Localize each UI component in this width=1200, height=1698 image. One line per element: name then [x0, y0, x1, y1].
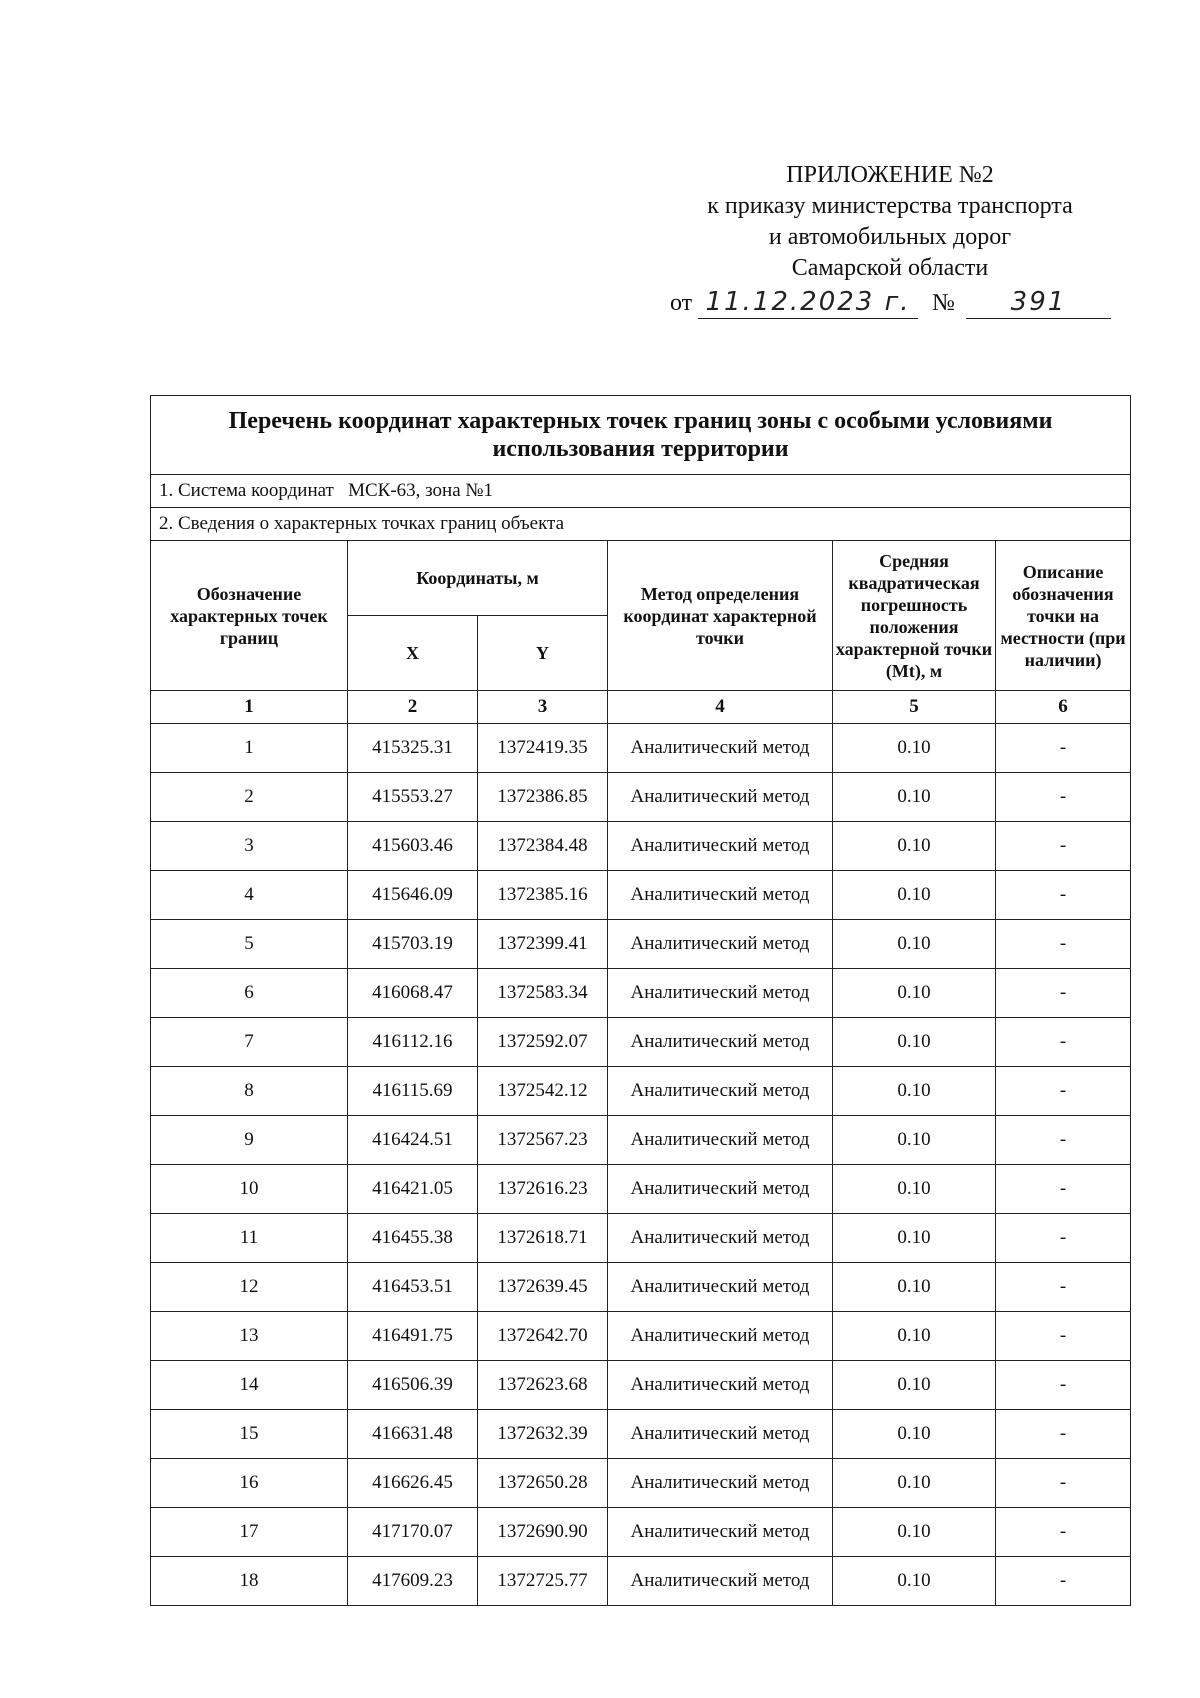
point-number-cell: 2 — [151, 773, 348, 822]
table-title: Перечень координат характерных точек границ зоны с особыми условиями использования территории — [151, 396, 1131, 475]
table-row — [151, 1557, 1131, 1606]
y-cell: 1372542.12 — [478, 1067, 608, 1116]
order-reference-line3: Самарской области — [791, 255, 989, 281]
error-cell: 0.10 — [833, 773, 996, 822]
y-cell: 1372616.23 — [478, 1165, 608, 1214]
table-row — [151, 1312, 1131, 1361]
method-cell: Аналитический метод — [608, 1116, 833, 1165]
x-cell: 416491.75 — [348, 1312, 478, 1361]
point-number-cell: 7 — [151, 1018, 348, 1067]
point-number-cell: 13 — [151, 1312, 348, 1361]
table-row — [151, 724, 1131, 773]
table-row — [151, 1459, 1131, 1508]
x-cell: 415646.09 — [348, 871, 478, 920]
col-header-method: Метод определения координат характерной точки — [608, 541, 833, 691]
x-cell: 415553.27 — [348, 773, 478, 822]
description-cell: - — [996, 1018, 1131, 1067]
point-number-cell: 5 — [151, 920, 348, 969]
table-row — [151, 920, 1131, 969]
x-cell: 416115.69 — [348, 1067, 478, 1116]
method-cell: Аналитический метод — [608, 1410, 833, 1459]
y-cell: 1372632.39 — [478, 1410, 608, 1459]
appendix-title: ПРИЛОЖЕНИЕ №2 — [786, 162, 994, 188]
col-number: 6 — [996, 691, 1131, 724]
point-number-cell: 14 — [151, 1361, 348, 1410]
description-cell: - — [996, 1557, 1131, 1606]
description-cell: - — [996, 1214, 1131, 1263]
column-number-row — [151, 691, 1131, 724]
y-cell: 1372690.90 — [478, 1508, 608, 1557]
method-cell: Аналитический метод — [608, 1508, 833, 1557]
object-info-line: 2. Сведения о характерных точках границ объекта — [151, 508, 1131, 541]
x-cell: 416626.45 — [348, 1459, 478, 1508]
description-cell: - — [996, 724, 1131, 773]
description-cell: - — [996, 920, 1131, 969]
y-cell: 1372618.71 — [478, 1214, 608, 1263]
description-cell: - — [996, 822, 1131, 871]
point-number-cell: 10 — [151, 1165, 348, 1214]
error-cell: 0.10 — [833, 1018, 996, 1067]
method-cell: Аналитический метод — [608, 1263, 833, 1312]
x-cell: 416455.38 — [348, 1214, 478, 1263]
description-cell: - — [996, 1312, 1131, 1361]
description-cell: - — [996, 1459, 1131, 1508]
x-cell: 416631.48 — [348, 1410, 478, 1459]
method-cell: Аналитический метод — [608, 1557, 833, 1606]
table-body — [151, 724, 1131, 1606]
coordinates-table — [150, 395, 1131, 1606]
method-cell: Аналитический метод — [608, 871, 833, 920]
y-cell: 1372384.48 — [478, 822, 608, 871]
method-cell: Аналитический метод — [608, 1459, 833, 1508]
y-cell: 1372399.41 — [478, 920, 608, 969]
point-number-cell: 16 — [151, 1459, 348, 1508]
point-number-cell: 15 — [151, 1410, 348, 1459]
description-cell: - — [996, 1410, 1131, 1459]
col-header-description: Описание обозначения точки на местности (при наличии) — [996, 541, 1131, 691]
error-cell: 0.10 — [833, 1459, 996, 1508]
date-label: от — [670, 290, 693, 316]
method-cell: Аналитический метод — [608, 1312, 833, 1361]
point-number-cell: 11 — [151, 1214, 348, 1263]
method-cell: Аналитический метод — [608, 724, 833, 773]
handwritten-order-number: 391 — [966, 290, 1111, 319]
table-row — [151, 969, 1131, 1018]
col-number: 2 — [348, 691, 478, 724]
col-number: 1 — [151, 691, 348, 724]
handwritten-date: 11.12.2023 г. — [698, 290, 918, 319]
description-cell: - — [996, 1361, 1131, 1410]
point-number-cell: 9 — [151, 1116, 348, 1165]
method-cell: Аналитический метод — [608, 773, 833, 822]
order-reference-line2: и автомобильных дорог — [768, 224, 1012, 250]
description-cell: - — [996, 1165, 1131, 1214]
col-number: 5 — [833, 691, 996, 724]
number-label: № — [932, 290, 955, 316]
error-cell: 0.10 — [833, 1361, 996, 1410]
description-cell: - — [996, 1508, 1131, 1557]
col-header-point: Обозначение характерных точек границ — [151, 541, 348, 691]
col-header-coords: Координаты, м — [348, 541, 608, 616]
y-cell: 1372642.70 — [478, 1312, 608, 1361]
x-cell: 416424.51 — [348, 1116, 478, 1165]
method-cell: Аналитический метод — [608, 920, 833, 969]
description-cell: - — [996, 969, 1131, 1018]
method-cell: Аналитический метод — [608, 1067, 833, 1116]
order-reference-line1: к приказу министерства транспорта — [707, 193, 1073, 219]
x-cell: 415325.31 — [348, 724, 478, 773]
error-cell: 0.10 — [833, 1214, 996, 1263]
point-number-cell: 4 — [151, 871, 348, 920]
y-cell: 1372592.07 — [478, 1018, 608, 1067]
error-cell: 0.10 — [833, 1557, 996, 1606]
x-cell: 417609.23 — [348, 1557, 478, 1606]
error-cell: 0.10 — [833, 1312, 996, 1361]
appendix-header — [660, 160, 1120, 284]
point-number-cell: 18 — [151, 1557, 348, 1606]
description-cell: - — [996, 1116, 1131, 1165]
y-cell: 1372639.45 — [478, 1263, 608, 1312]
table-row — [151, 1410, 1131, 1459]
description-cell: - — [996, 1263, 1131, 1312]
error-cell: 0.10 — [833, 1410, 996, 1459]
col-header-error: Средняя квадратическая погрешность положения характерной точки (Mt), м — [833, 541, 996, 691]
point-number-cell: 1 — [151, 724, 348, 773]
x-cell: 416421.05 — [348, 1165, 478, 1214]
error-cell: 0.10 — [833, 1263, 996, 1312]
description-cell: - — [996, 773, 1131, 822]
x-cell: 415703.19 — [348, 920, 478, 969]
y-cell: 1372725.77 — [478, 1557, 608, 1606]
y-cell: 1372386.85 — [478, 773, 608, 822]
x-cell: 416506.39 — [348, 1361, 478, 1410]
table-row — [151, 1018, 1131, 1067]
table-row — [151, 822, 1131, 871]
table-row — [151, 1214, 1131, 1263]
coordinate-system-text: 1. Система координат МСК-63, зона №1 — [159, 480, 494, 501]
point-number-cell: 6 — [151, 969, 348, 1018]
table-row — [151, 1165, 1131, 1214]
method-cell: Аналитический метод — [608, 1018, 833, 1067]
table-row — [151, 1263, 1131, 1312]
col-header-x: X — [348, 616, 478, 691]
method-cell: Аналитический метод — [608, 1165, 833, 1214]
error-cell: 0.10 — [833, 920, 996, 969]
method-cell: Аналитический метод — [608, 822, 833, 871]
method-cell: Аналитический метод — [608, 969, 833, 1018]
error-cell: 0.10 — [833, 724, 996, 773]
method-cell: Аналитический метод — [608, 1214, 833, 1263]
error-cell: 0.10 — [833, 822, 996, 871]
col-number: 3 — [478, 691, 608, 724]
table-row — [151, 1067, 1131, 1116]
coordinate-system-line — [151, 475, 1131, 508]
error-cell: 0.10 — [833, 871, 996, 920]
description-cell: - — [996, 1067, 1131, 1116]
col-header-y: Y — [478, 616, 608, 691]
table-row — [151, 871, 1131, 920]
x-cell: 417170.07 — [348, 1508, 478, 1557]
x-cell: 416112.16 — [348, 1018, 478, 1067]
order-date-number-line — [670, 287, 1120, 326]
point-number-cell: 3 — [151, 822, 348, 871]
error-cell: 0.10 — [833, 1165, 996, 1214]
point-number-cell: 12 — [151, 1263, 348, 1312]
y-cell: 1372385.16 — [478, 871, 608, 920]
col-number: 4 — [608, 691, 833, 724]
x-cell: 416453.51 — [348, 1263, 478, 1312]
method-cell: Аналитический метод — [608, 1361, 833, 1410]
y-cell: 1372650.28 — [478, 1459, 608, 1508]
table-row — [151, 773, 1131, 822]
table-row — [151, 1508, 1131, 1557]
y-cell: 1372583.34 — [478, 969, 608, 1018]
y-cell: 1372419.35 — [478, 724, 608, 773]
y-cell: 1372567.23 — [478, 1116, 608, 1165]
error-cell: 0.10 — [833, 969, 996, 1018]
x-cell: 416068.47 — [348, 969, 478, 1018]
error-cell: 0.10 — [833, 1508, 996, 1557]
point-number-cell: 8 — [151, 1067, 348, 1116]
error-cell: 0.10 — [833, 1067, 996, 1116]
y-cell: 1372623.68 — [478, 1361, 608, 1410]
point-number-cell: 17 — [151, 1508, 348, 1557]
error-cell: 0.10 — [833, 1116, 996, 1165]
description-cell: - — [996, 871, 1131, 920]
table-row — [151, 1361, 1131, 1410]
x-cell: 415603.46 — [348, 822, 478, 871]
table-row — [151, 1116, 1131, 1165]
